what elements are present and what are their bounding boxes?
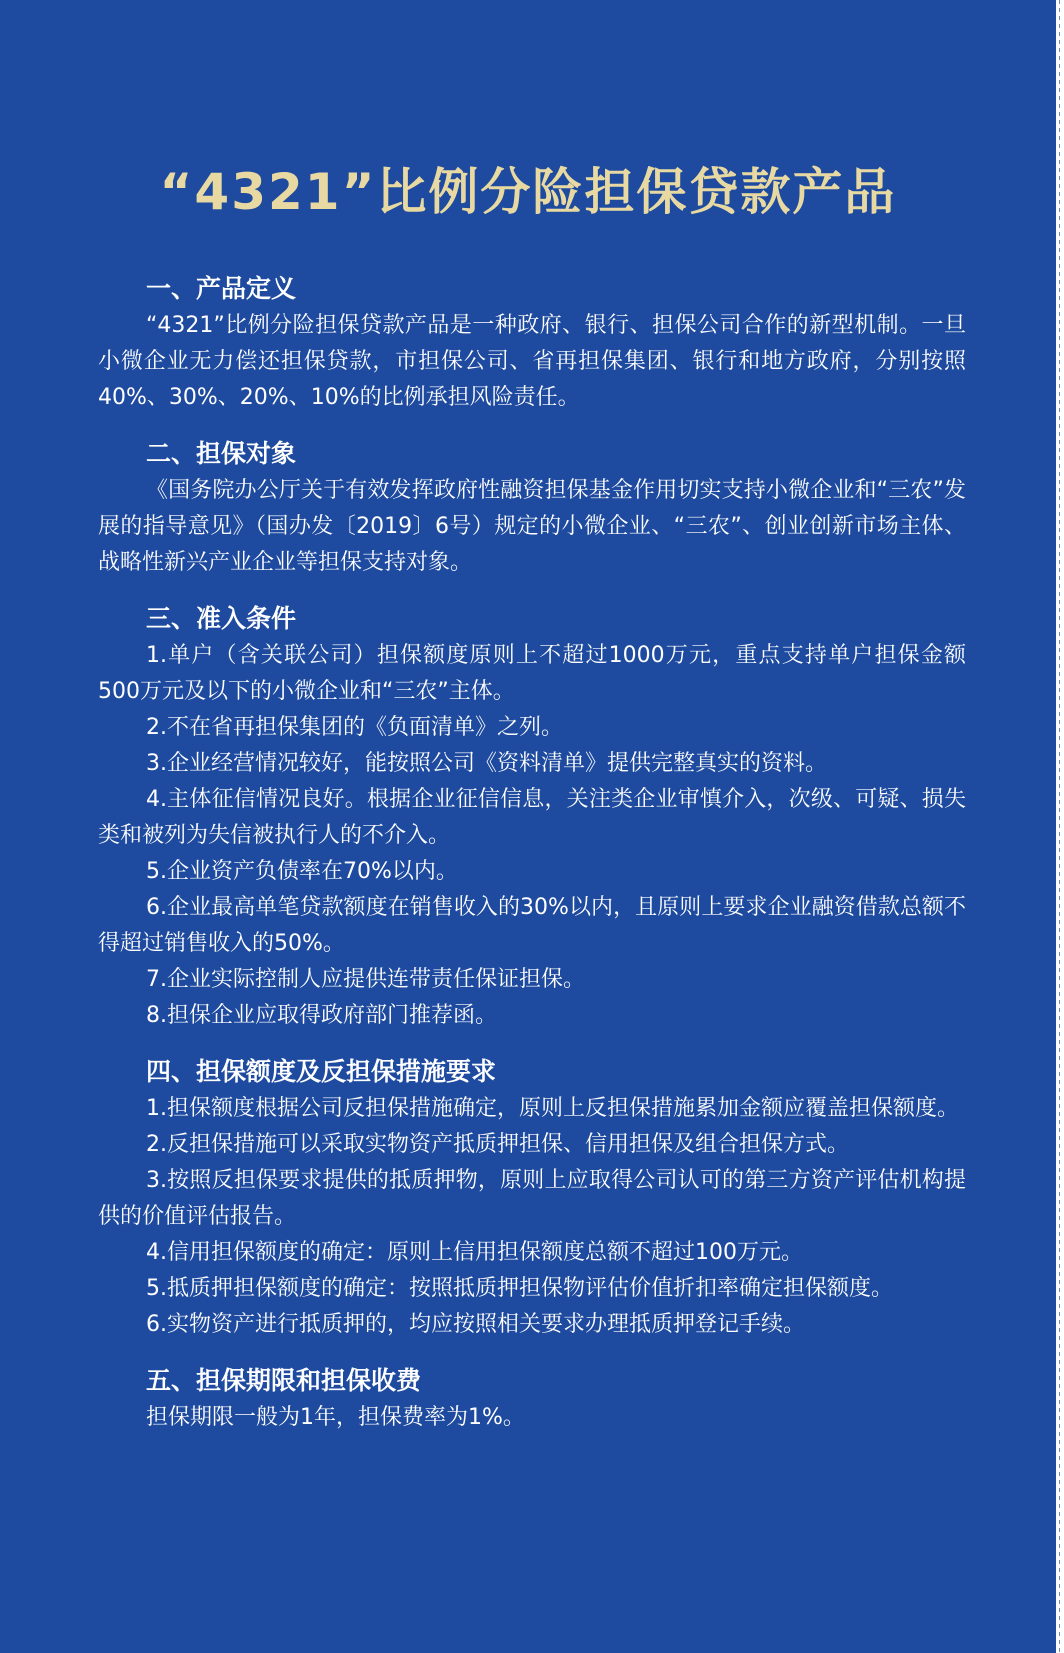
- section-term-and-fees: [98, 1362, 966, 1436]
- section-access-conditions: [98, 600, 966, 1034]
- section-heading: 三、准入条件: [146, 604, 297, 633]
- document-body: [98, 270, 966, 1436]
- condition-item-3: 3.企业经营情况较好，能按照公司《资料清单》提供完整真实的资料。: [146, 751, 827, 776]
- section-paragraph: 《国务院办公厅关于有效发挥政府性融资担保基金作用切实支持小微企业和“三农”发展的指导意见》（国办发〔2019〕6号）规定的小微企业、“三农”、创业创新市场主体、战略性新兴产业企业等担保支持对象。: [98, 478, 966, 575]
- page-edge-border: [1056, 0, 1064, 1653]
- condition-item-6: 6.企业最高单笔贷款额度在销售收入的30%以内，且原则上要求企业融资借款总额不得超过销售收入的50%。: [98, 895, 966, 956]
- requirement-item-6: 6.实物资产进行抵质押的，均应按照相关要求办理抵质押登记手续。: [146, 1312, 805, 1337]
- requirement-item-4: 4.信用担保额度的确定：原则上信用担保额度总额不超过100万元。: [146, 1240, 803, 1265]
- section-guarantee-amount: [98, 1053, 966, 1343]
- section-heading: 四、担保额度及反担保措施要求: [146, 1057, 497, 1086]
- requirement-item-3: 3.按照反担保要求提供的抵质押物，原则上应取得公司认可的第三方资产评估机构提供的价值评估报告。: [98, 1168, 966, 1229]
- requirement-item-1: 1.担保额度根据公司反担保措施确定，原则上反担保措施累加金额应覆盖担保额度。: [146, 1096, 959, 1121]
- section-product-definition: [98, 270, 966, 416]
- condition-item-2: 2.不在省再担保集团的《负面清单》之列。: [146, 715, 563, 740]
- condition-item-4: 4.主体征信情况良好。根据企业征信信息，关注类企业审慎介入，次级、可疑、损失类和被列为失信被执行人的不介入。: [98, 787, 966, 848]
- condition-item-1: 1.单户（含关联公司）担保额度原则上不超过1000万元，重点支持单户担保金额500万元及以下的小微企业和“三农”主体。: [98, 643, 966, 704]
- page-title: “4321”比例分险担保贷款产品: [159, 163, 897, 221]
- section-guarantee-target: [98, 435, 966, 581]
- condition-item-5: 5.企业资产负债率在70%以内。: [146, 859, 458, 884]
- section-paragraph: 担保期限一般为1年，担保费率为1%。: [146, 1405, 525, 1430]
- section-heading: 一、产品定义: [146, 274, 297, 303]
- condition-item-8: 8.担保企业应取得政府部门推荐函。: [146, 1003, 497, 1028]
- section-heading: 五、担保期限和担保收费: [146, 1366, 422, 1395]
- requirement-item-5: 5.抵质押担保额度的确定：按照抵质押担保物评估价值折扣率确定担保额度。: [146, 1276, 893, 1301]
- condition-item-7: 7.企业实际控制人应提供连带责任保证担保。: [146, 967, 585, 992]
- requirement-item-2: 2.反担保措施可以采取实物资产抵质押担保、信用担保及组合担保方式。: [146, 1132, 849, 1157]
- section-paragraph: “4321”比例分险担保贷款产品是一种政府、银行、担保公司合作的新型机制。一旦小微企业无力偿还担保贷款，市担保公司、省再担保集团、银行和地方政府，分别按照40%、30%、20%、10%的比例承担风险责任。: [98, 313, 966, 410]
- section-heading: 二、担保对象: [146, 439, 297, 468]
